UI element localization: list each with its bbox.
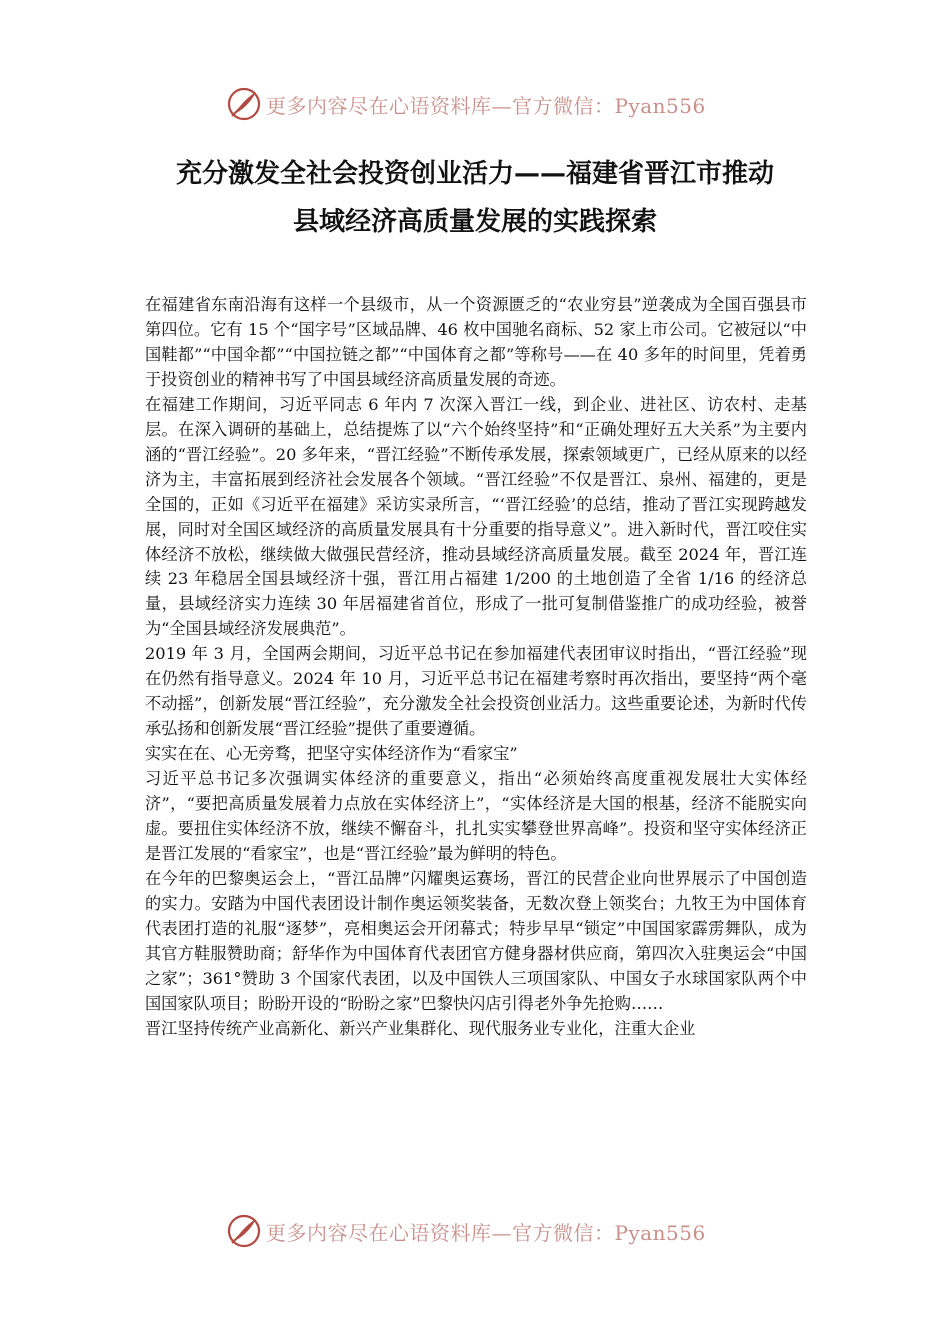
title-line-1: 充分激发全社会投资创业活力——福建省晋江市推动 bbox=[175, 159, 774, 189]
quill-logo-icon bbox=[226, 86, 262, 122]
paragraph: 2019 年 3 月，全国两会期间，习近平总书记在参加福建代表团审议时指出，“晋江经验”现在仍然有指导意义。2024 年 10 月，习近平总书记在福建考察时再次指出，要坚持“两个毫不动摇”，创新发展“晋江经验”，充分激发全社会投资创业活力。这些重要论述，为新时代传承弘扬和创新发展“晋江经验”提供了重要遵循。 bbox=[145, 644, 807, 739]
paragraph: 习近平总书记多次强调实体经济的重要意义，指出“必须始终高度重视发展壮大实体经济”，“要把高质量发展着力点放在实体经济上”，“实体经济是大国的根基，经济不能脱实向虚。要扭住实体经济不放，继续不懈奋斗，扎扎实实攀登世界高峰”。投资和坚守实体经济正是晋江发展的“看家宝”，也是“晋江经验”最为鲜明的特色。 bbox=[145, 769, 807, 863]
document-title bbox=[130, 150, 820, 246]
quill-logo-icon bbox=[226, 1213, 262, 1249]
title-line-2: 县域经济高质量发展的实践探索 bbox=[292, 207, 657, 237]
watermark-text: 更多内容尽在心语资料库—官方微信：Pyan556 bbox=[266, 1220, 706, 1245]
header-watermark-banner bbox=[0, 84, 950, 124]
document-body bbox=[145, 293, 807, 1042]
section-heading: 实实在在、心无旁骛，把坚守实体经济作为“看家宝” bbox=[145, 744, 518, 764]
watermark-text: 更多内容尽在心语资料库—官方微信：Pyan556 bbox=[266, 93, 706, 118]
paragraph: 晋江坚持传统产业高新化、新兴产业集群化、现代服务业专业化，注重大企业 bbox=[145, 1018, 696, 1038]
paragraph: 在福建省东南沿海有这样一个县级市，从一个资源匮乏的“农业穷县”逆袭成为全国百强县市第四位。它有 15 个“国字号”区域品牌、46 枚中国驰名商标、52 家上市公司。它被冠以“中国鞋都”“中国伞都”“中国拉链之都”“中国体育之都”等称号——在 40 多年的时间里，凭着勇于投资创业的精神书写了中国县域经济高质量发展的奇迹。 bbox=[145, 295, 807, 389]
footer-watermark-banner bbox=[0, 1211, 950, 1251]
paragraph: 在福建工作期间，习近平同志 6 年内 7 次深入晋江一线，到企业、进社区、访农村、走基层。在深入调研的基础上，总结提炼了以“六个始终坚持”和“正确处理好五大关系”为主要内涵的“晋江经验”。20 多年来，“晋江经验”不断传承发展，探索领域更广，已经从原来的以经济为主，丰富拓展到经济社会发展各个领域。“晋江经验”不仅是晋江、泉州、福建的，更是全国的，正如《习近平在福建》采访实录所言，“‘晋江经验’的总结，推动了晋江实现跨越发展，同时对全国区域经济的高质量发展具有十分重要的指导意义”。进入新时代，晋江咬住实体经济不放松，继续做大做强民营经济，推动县域经济高质量发展。截至 2024 年，晋江连续 23 年稳居全国县域经济十强，晋江用占福建 1/200 的土地创造了全省 1/16 的经济总量，县域经济实力连续 30 年居福建省首位，形成了一批可复制借鉴推广的成功经验，被誉为“全国县域经济发展典范”。 bbox=[145, 394, 807, 639]
paragraph: 在今年的巴黎奥运会上，“晋江品牌”闪耀奥运赛场，晋江的民营企业向世界展示了中国创造的实力。安踏为中国代表团设计制作奥运领奖装备，无数次登上领奖台；九牧王为中国体育代表团打造的礼服“逐梦”，亮相奥运会开闭幕式；特步早早“锁定”中国国家霹雳舞队，成为其官方鞋服赞助商；舒华作为中国体育代表团官方健身器材供应商，第四次入驻奥运会“中国之家”；361°赞助 3 个国家代表团，以及中国铁人三项国家队、中国女子水球国家队两个中国国家队项目；盼盼开设的“盼盼之家”巴黎快闪店引得老外争先抢购…… bbox=[145, 868, 807, 1013]
